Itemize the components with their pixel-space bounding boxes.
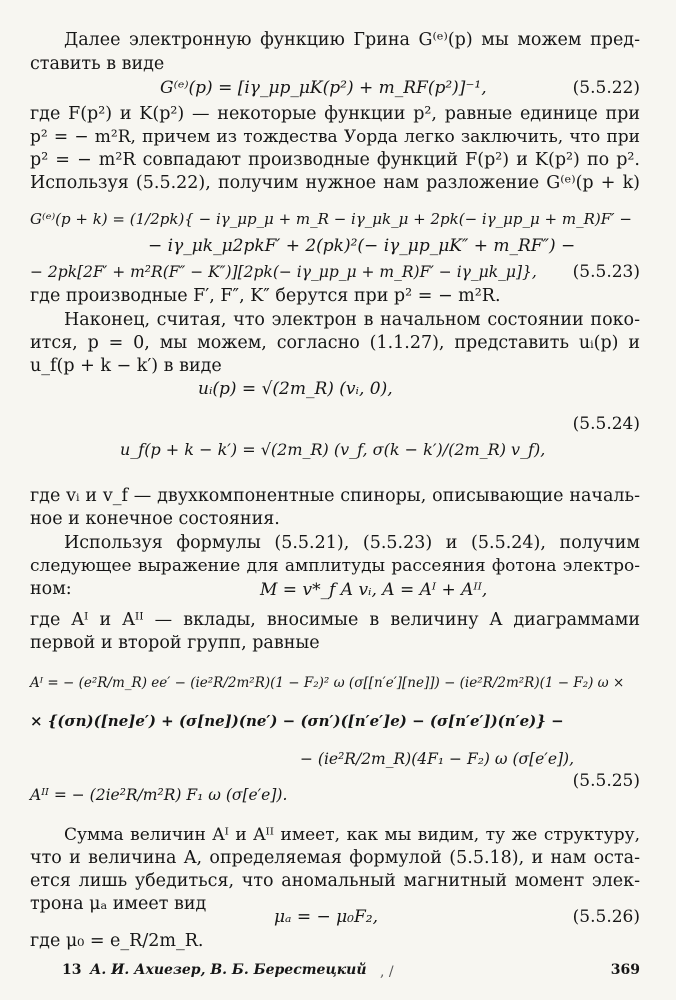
text-line: что и величина A, определяемая формулой (5.5.18), и нам оста- [30,848,640,868]
equation [30,768,640,794]
text-line: ное и конечное состояния. [30,509,280,529]
text-line: Наконец, считая, что электрон в начальном состоянии поко- [64,310,640,330]
equation [30,376,640,402]
equation-number: (5.5.24) [572,414,640,434]
equation-body: − iγ_μk_μ2pkF′ + 2(pk)²(− iγ_μp_μK″ + m_RF″) − [148,236,576,256]
equation [30,437,640,463]
text-line: Используя формулы (5.5.21), (5.5.23) и (5.5.24), получим [64,533,640,553]
text-line: ставить в виде [30,54,165,74]
equation-body: μₐ = − μ₀F₂, [274,907,379,927]
text-line: ном: [30,579,72,599]
signature-mark: 13 [62,962,82,978]
text-line: где vᵢ и v_f — двухкомпонентные спиноры, описывающие началь- [30,486,640,506]
text-line: ится, p = 0, мы можем, согласно (1.1.27), представить uᵢ(p) и [30,333,640,353]
equation-body: uᵢ(p) = √(2m_R) (vᵢ, 0), [198,379,393,399]
print-mark: , / [380,964,394,980]
equation-body: − 2pk[2F′ + m²R(F″ − K″)][2pk(− iγ_μp_μ + m_R)F′ − iγ_μk_μ]}, [30,263,537,281]
equation-body: × {(σn)([ne]e′) + (σ[ne])(ne′) − (σn′)([n′e′]e) − (σ[n′e′])(n′e)} − [30,712,564,730]
equation-body: G⁽ᵉ⁾(p + k) = (1/2pk){ − iγ_μp_μ + m_R − iγ_μk_μ + 2pk(− iγ_μp_μ + m_R)F′ − [30,210,632,228]
text-line: где F(p²) и K(p²) — некоторые функции p², равные единице при [30,104,640,124]
equation-number: (5.5.25) [572,771,640,791]
text-line: следующее выражение для амплитуды рассеяния фотона электро- [30,556,640,576]
text-line: где Aᴵ и Aᴵᴵ — вклады, вносимые в величину A диаграммами [30,610,640,630]
equation [30,411,640,437]
equation [30,904,640,930]
equation [30,577,640,603]
text-line: трона μₐ имеет вид [30,894,207,914]
text-line: Используя (5.5.22), получим нужное нам разложение G⁽ᵉ⁾(p + k) [30,173,640,193]
equation [30,233,640,259]
text-line: Сумма величин Aᴵ и Aᴵᴵ имеет, как мы видим, ту же структуру, [64,825,640,845]
equation-body: − (ie²R/2m_R)(4F₁ − F₂) ω (σ[e′e]), [300,750,575,768]
text-line: где производные F′, F″, K″ берутся при p² = − m²R. [30,286,501,306]
equation-number: (5.5.23) [572,262,640,282]
page-number: 369 [610,962,640,978]
footer-authors: А. И. Ахиезер, В. Б. Берестецкий [90,962,367,978]
equation [30,708,640,734]
text-line: u_f(p + k − k′) в виде [30,356,222,376]
equation-number: (5.5.26) [572,907,640,927]
equation-number: (5.5.22) [572,78,640,98]
equation [30,206,640,232]
text-line: первой и второй групп, равные [30,633,320,653]
equation-body: Aᴵ = − (e²R/m_R) ee′ − (ie²R/2m²R)(1 − F₂)² ω (σ[[n′e′][ne]]) − (ie²R/2m²R)(1 − F₂) ω × [30,675,625,691]
text-line: ется лишь убедиться, что аномальный магнитный момент элек- [30,871,640,891]
text-line: где μ₀ = e_R/2m_R. [30,931,204,951]
equation-body: Aᴵᴵ = − (2ie²R/m²R) F₁ ω (σ[e′e]). [30,786,288,804]
text-line: p² = − m²R, причем из тождества Уорда легко заключить, что при [30,127,640,147]
text-line: Далее электронную функцию Грина G⁽ᵉ⁾(p) мы можем пред- [64,30,640,50]
equation-body: G⁽ᵉ⁾(p) = [iγ_μp_μK(p²) + m_RF(p²)]⁻¹, [160,78,487,98]
text-line: p² = − m²R совпадают производные функций F(p²) и K(p²) по p². [30,150,640,170]
equation [30,670,640,696]
equation [30,259,640,285]
equation-body: u_f(p + k − k′) = √(2m_R) (v_f, σ(k − k′)/(2m_R) v_f), [120,440,546,459]
equation-body: M = v*_f A vᵢ, A = Aᴵ + Aᴵᴵ, [260,580,488,600]
equation [30,75,640,101]
